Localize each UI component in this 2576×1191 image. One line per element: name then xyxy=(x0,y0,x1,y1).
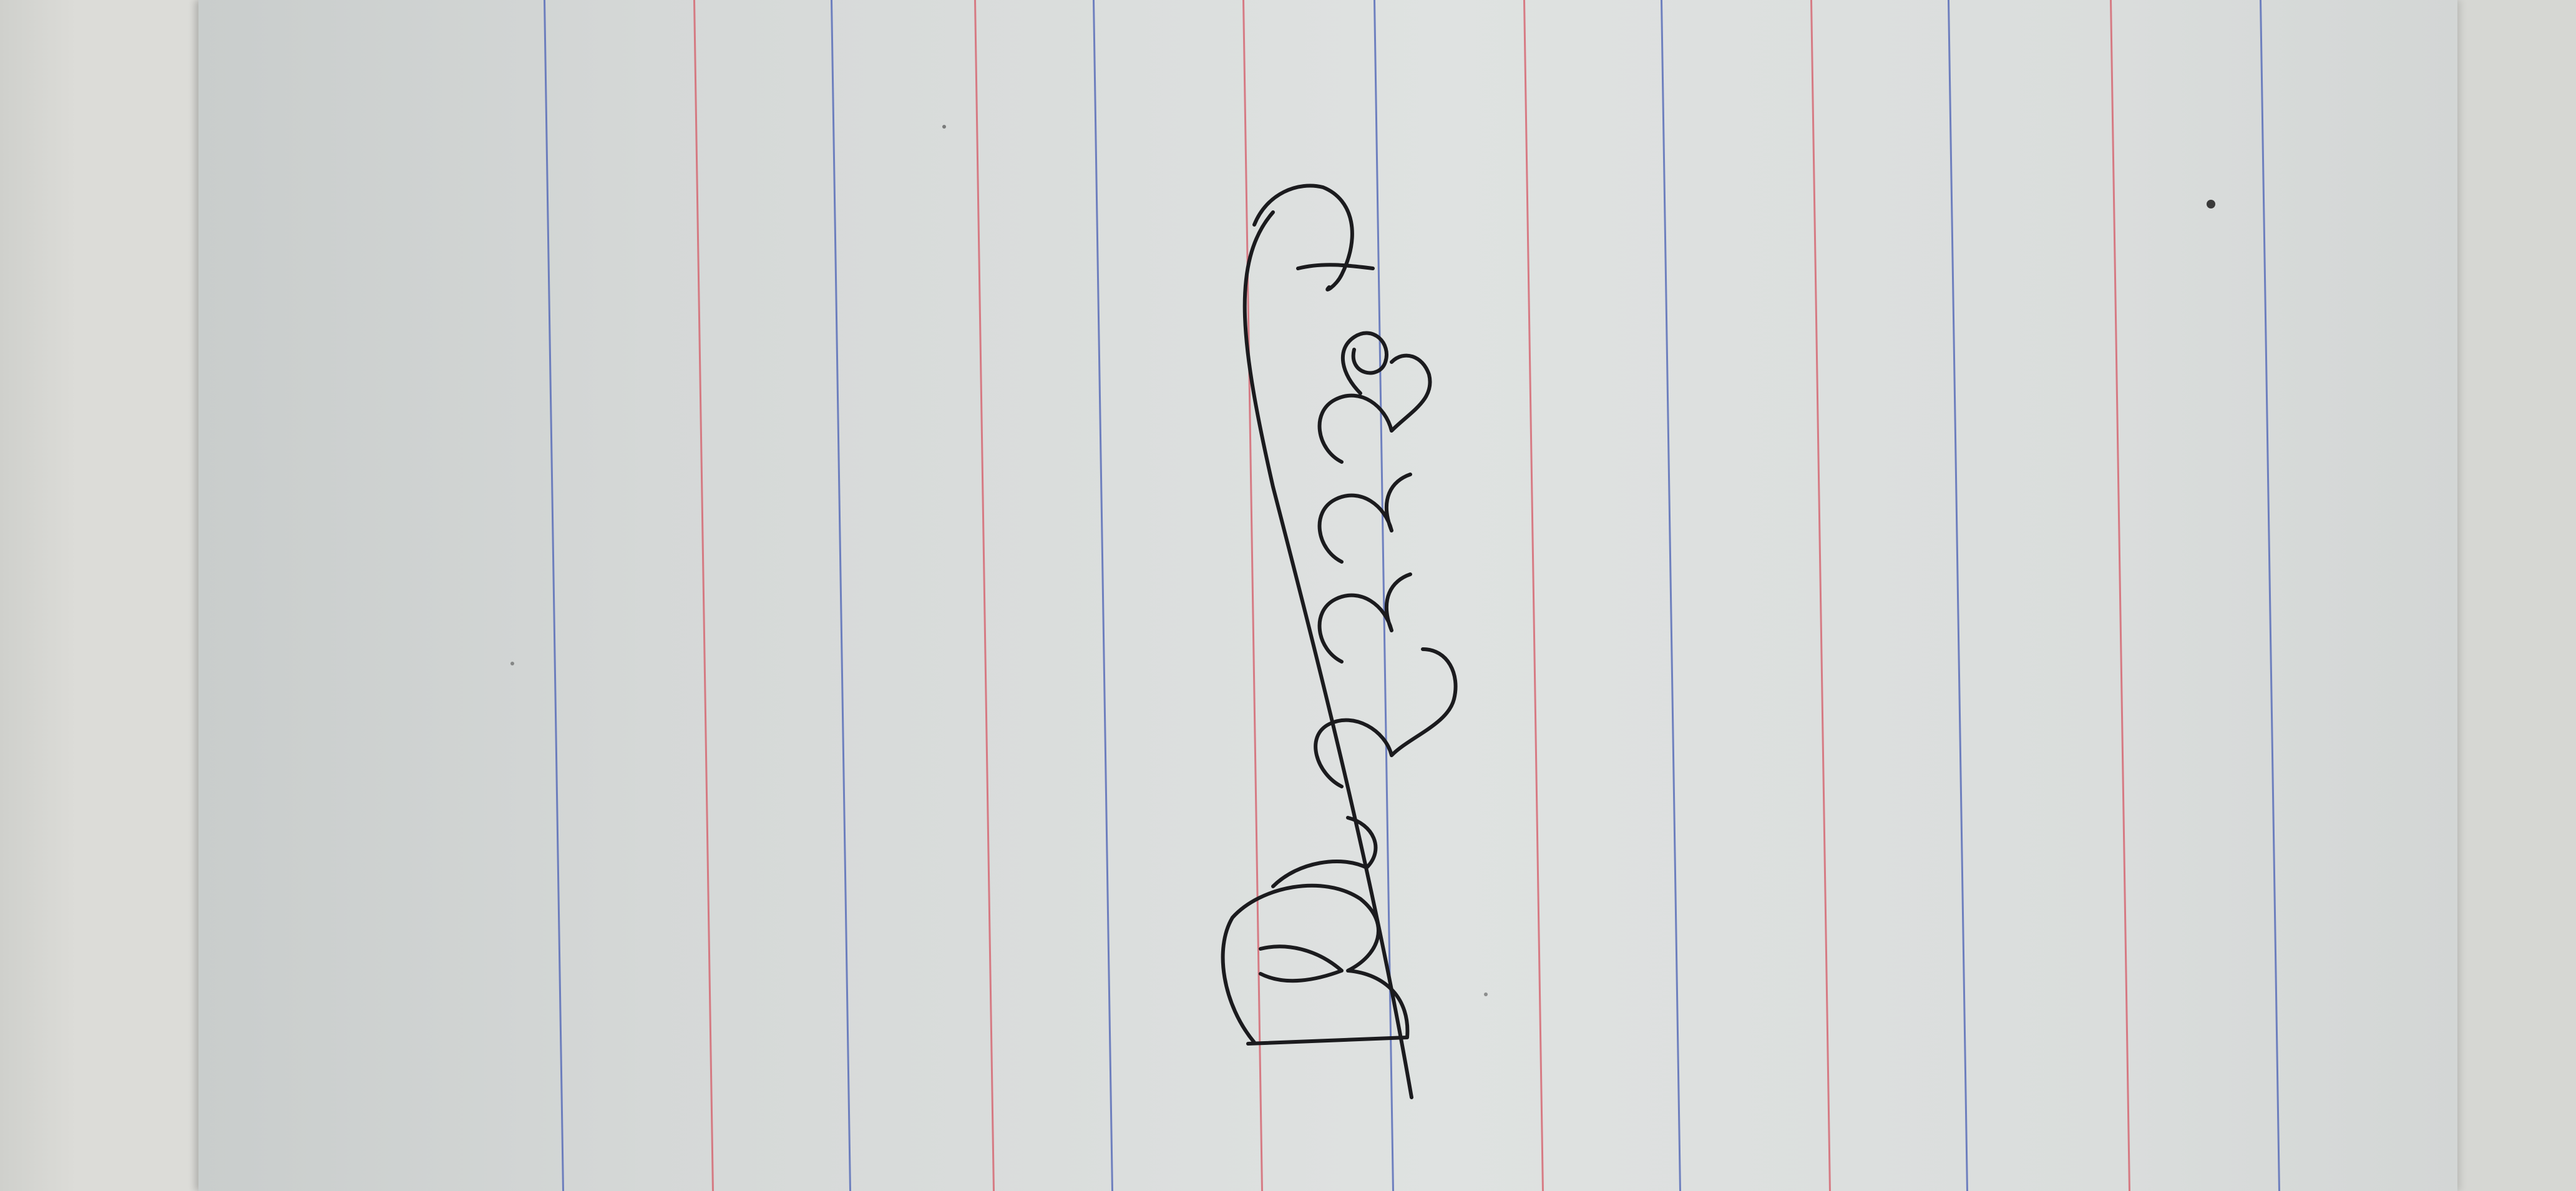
signature-letter-e xyxy=(1343,333,1387,393)
signature-letter-a xyxy=(1320,574,1410,662)
signature-flourish xyxy=(1245,212,1412,1097)
signature-capital-b-bowl xyxy=(1261,946,1342,981)
signature-letter-a2 xyxy=(1320,474,1410,562)
signature-letter-g xyxy=(1315,649,1455,787)
signature-swirl xyxy=(1254,186,1352,290)
signature-tail xyxy=(1298,265,1373,268)
signature-letter-v xyxy=(1273,818,1375,886)
signature-capital-b xyxy=(1223,886,1408,1044)
